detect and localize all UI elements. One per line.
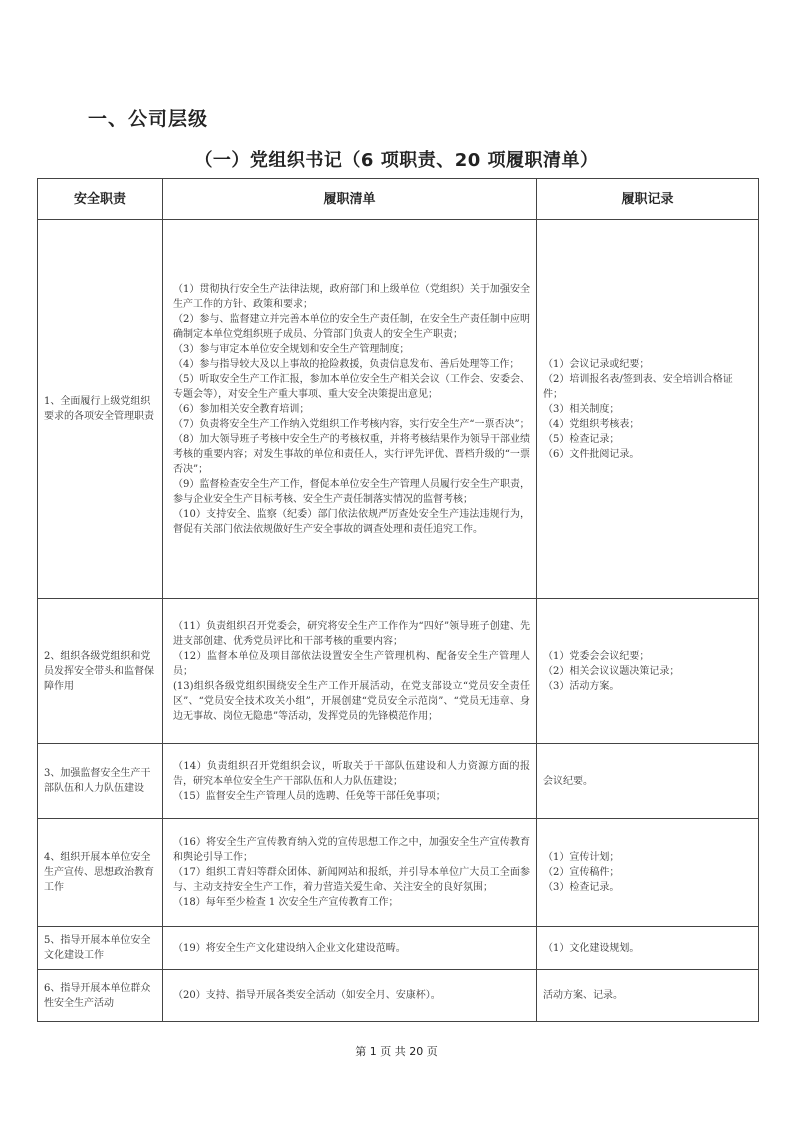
list-item: （6）参加相关安全教育培训；	[173, 403, 310, 415]
list-item: （1）贯彻执行安全生产法律法规，政府部门和上级单位（党组织）关于加强安全生产工作的方针、政策和要求；	[173, 283, 530, 310]
list-cell	[163, 819, 537, 927]
list-item: （15）监督安全生产管理人员的选聘、任免等干部任免事项；	[173, 790, 446, 802]
record-item: （5）检查记录；	[543, 433, 620, 445]
record-item: （6）文件批阅记录。	[543, 448, 640, 460]
list-cell	[163, 970, 537, 1022]
record-item: 活动方案、记录。	[543, 990, 623, 1001]
record-cell	[537, 744, 759, 819]
duty-cell: 4、组织开展本单位安全生产宣传、思想政治教育工作	[38, 819, 163, 927]
list-item: （10）支持安全、监察（纪委）部门依法依规严厉查处安全生产违法违规行为，督促有关部门依法依规做好生产安全事故的调查处理和责任追究工作。	[173, 508, 530, 535]
duty-cell: 6、指导开展本单位群众性安全生产活动	[38, 970, 163, 1022]
list-item: （17）组织工青妇等群众团体、新闻网站和报纸，并引导本单位广大员工全面参与、主动支持安全生产工作，着力营造关爱生命、关注安全的良好氛围；	[173, 867, 530, 893]
list-cell	[163, 599, 537, 744]
list-item: （9）监督检查安全生产工作，督促本单位安全生产管理人员履行安全生产职责，参与企业安全生产目标考核、安全生产责任制落实情况的监督考核；	[173, 478, 530, 505]
duty-cell: 3、加强监督安全生产干部队伍和人力队伍建设	[38, 744, 163, 819]
list-item: （3）参与审定本单位安全规划和安全生产管理制度；	[173, 343, 410, 355]
record-item: （2）相关会议议题决策记录；	[543, 665, 680, 677]
record-item: （1）文化建设规划。	[543, 942, 640, 954]
duty-cell: 1、全面履行上级党组织要求的各项安全管理职责	[38, 220, 163, 599]
list-cell	[163, 927, 537, 970]
subsection-heading: （一）党组织书记（6 项职责、20 项履职清单）	[194, 150, 599, 171]
list-item: （8）加大领导班子考核中安全生产的考核权重，并将考核结果作为领导干部业绩考核的重要内容；对发生事故的单位和责任人，实行评先评优、晋档升级的“一票否决”；	[173, 433, 530, 475]
duty-cell: 2、组织各级党组织和党员发挥安全带头和监督保障作用	[38, 599, 163, 744]
record-item: （1）宣传计划；	[543, 852, 620, 863]
record-item: （3）相关制度；	[543, 403, 620, 415]
record-item: （4）党组织考核表；	[543, 418, 640, 430]
list-item: （11）负责组织召开党委会，研究将安全生产工作作为“四好”领导班子创建、先进支部创建、优秀党员评比和干部考核的重要内容；	[173, 620, 530, 647]
table-row	[38, 220, 759, 599]
list-item: （19）将安全生产文化建设纳入企业文化建设范畴。	[173, 942, 406, 954]
record-item: （3）检查记录。	[543, 882, 620, 893]
duty-cell: 5、指导开展本单位安全文化建设工作	[38, 927, 163, 970]
list-item: （4）参与指导较大及以上事故的抢险救援，负责信息发布、善后处理等工作；	[173, 358, 520, 370]
header-list: 履职清单	[163, 179, 537, 220]
list-item: （20）支持、指导开展各类安全活动（如安全月、安康杯）。	[173, 990, 441, 1001]
section-heading: 一、公司层级	[88, 108, 209, 130]
record-cell	[537, 599, 759, 744]
list-item: （5）听取安全生产工作汇报，参加本单位安全生产相关会议（工作会、安委会、专题会等），对安全生产重大事项、重大安全决策提出意见；	[173, 373, 530, 400]
list-cell	[163, 220, 537, 599]
record-item: （1）党委会会议纪要；	[543, 650, 650, 662]
page-footer: 第 1 页 共 20 页	[355, 1045, 438, 1058]
list-item: （18）每年至少检查 1 次安全生产宣传教育工作；	[173, 897, 399, 908]
record-item: （3）活动方案。	[543, 680, 620, 692]
header-record: 履职记录	[537, 179, 759, 220]
list-item: （2）参与、监督建立并完善本单位的安全生产责任制，在安全生产责任制中应明确制定本单位党组织班子成员、分管部门负责人的安全生产职责；	[173, 313, 530, 340]
record-cell	[537, 927, 759, 970]
table-header-row	[38, 179, 759, 220]
list-item: （12）监督本单位及项目部依法设置安全生产管理机构、配备安全生产管理人员；	[173, 650, 530, 677]
record-item: （1）会议记录或纪要；	[543, 358, 650, 370]
record-cell	[537, 970, 759, 1022]
record-item: （2）宣传稿件；	[543, 867, 620, 878]
record-item: （2）培训报名表/签到表、安全培训合格证件；	[543, 373, 733, 400]
list-item: （14）负责组织召开党组织会议，听取关于干部队伍建设和人力资源方面的报告，研究本单位安全生产干部队伍和人力队伍建设；	[173, 760, 530, 787]
table-row	[38, 599, 759, 744]
header-duty: 安全职责	[38, 179, 163, 220]
record-cell	[537, 819, 759, 927]
list-cell	[163, 744, 537, 819]
table-row	[38, 927, 759, 970]
duty-table	[37, 178, 759, 1022]
table-row	[38, 744, 759, 819]
table-row	[38, 970, 759, 1022]
record-item: 会议纪要。	[543, 775, 593, 787]
table-row	[38, 819, 759, 927]
list-item: （7）负责将安全生产工作纳入党组织工作考核内容，实行安全生产“一票否决”；	[173, 418, 530, 430]
record-cell	[537, 220, 759, 599]
list-item: (13)组织各级党组织围绕安全生产工作开展活动，在党支部设立“党员安全责任区”、“党员安全技术攻关小组”，开展创建“党员安全示范岗”、“党员无违章、身边无事故、岗位无隐患”等活动，发挥党员的先锋模范作用；	[173, 680, 530, 722]
list-item: （16）将安全生产宣传教育纳入党的宣传思想工作之中，加强安全生产宣传教育和舆论引导工作；	[173, 837, 530, 863]
